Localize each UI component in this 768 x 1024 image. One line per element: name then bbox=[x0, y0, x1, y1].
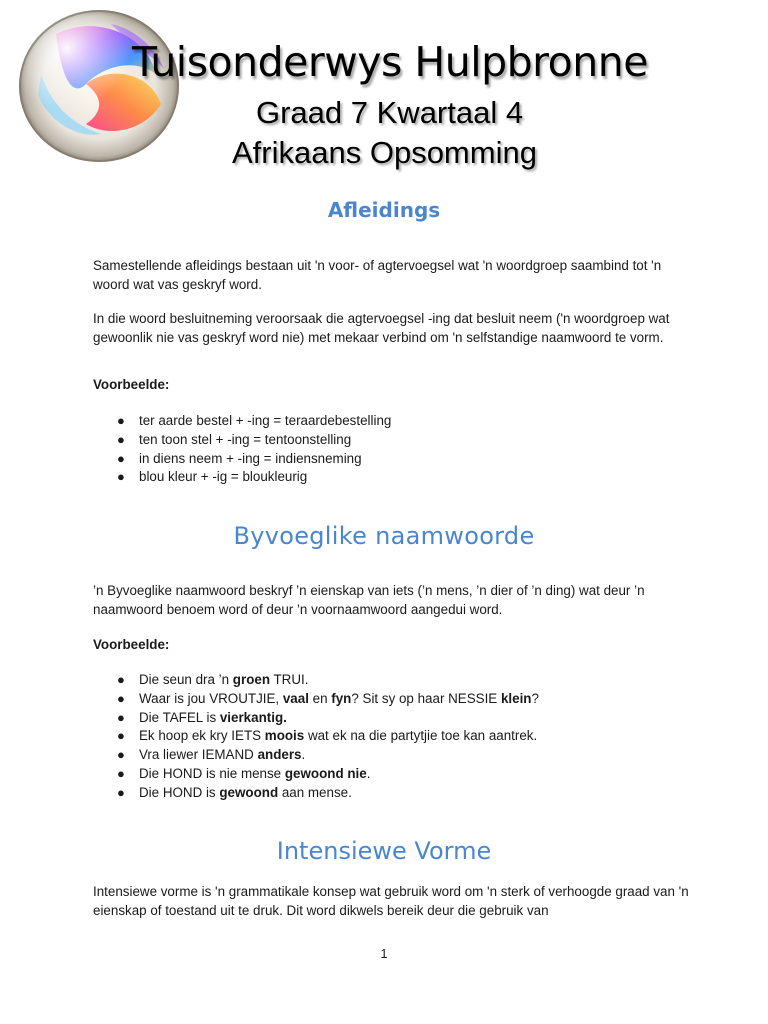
afleidings-paragraph-1: Samestellende afleidings bestaan uit 'n voor- of agtervoegsel wat 'n woordgroep saambind tot 'n woord wat vas geskryf word. bbox=[93, 258, 662, 292]
byvoeglike-examples-list bbox=[93, 671, 693, 803]
byvoeglike-paragraph-1: ’n Byvoeglike naamwoord beskryf ’n eienskap van iets (’n mens, ’n dier of ’n ding) wat deur ’n naamwoord benoem word of deur ’n voornaamwoord aangedui word. bbox=[93, 583, 645, 617]
list-item: ● Die seun dra ’n groen TRUI. bbox=[117, 672, 309, 687]
list-item: ● Ek hoop ek kry IETS moois wat ek na die partytjie toe kan aantrek. bbox=[117, 728, 538, 744]
page-number: 1 bbox=[380, 947, 388, 961]
byvoeglike-examples-label: Voorbeelde: bbox=[93, 637, 170, 652]
list-item: ● Die HOND is nie mense gewoond nie. bbox=[117, 765, 371, 781]
list-item: ● Die HOND is gewoond aan mense. bbox=[117, 784, 352, 800]
intensiewe-paragraph-1: Intensiewe vorme is 'n grammatikale konsep wat gebruik word om 'n sterk of verhoogde graad van 'n eienskap of toestand uit te druk. Dit word dikwels bereik deur die gebruik van bbox=[93, 884, 689, 918]
list-item: ● ter aarde bestel + -ing = teraardebestelling bbox=[117, 413, 392, 428]
grade-subtitle: Graad 7 Kwartaal 4 bbox=[256, 95, 524, 130]
afleidings-paragraph-2: In die woord besluitneming veroorsaak die agtervoegsel -ing dat besluit neem ('n woordgroep wat gewoonlik nie vas geskryf word nie) met mekaar verbind om 'n selfstandige naamwoord te vorm. bbox=[93, 311, 670, 345]
list-item: ● ten toon stel + -ing = tentoonstelling bbox=[117, 431, 352, 447]
heading-byvoeglike-naamwoorde: Byvoeglike naamwoorde bbox=[233, 522, 535, 550]
afleidings-examples-label: Voorbeelde: bbox=[93, 377, 170, 392]
list-item: ● Waar is jou VROUTJIE, vaal en fyn? Sit sy op haar NESSIE klein? bbox=[117, 690, 539, 706]
list-item: ● Die TAFEL is vierkantig. bbox=[117, 709, 287, 725]
list-item: ● Vra liewer IEMAND anders. bbox=[117, 747, 306, 763]
list-item: ● in diens neem + -ing = indiensneming bbox=[117, 450, 362, 466]
page-title: Tuisonderwys Hulpbronne bbox=[132, 38, 648, 86]
list-item: ● blou kleur + -ig = bloukleurig bbox=[117, 469, 308, 485]
heading-afleidings: Afleidings bbox=[327, 198, 441, 222]
afleidings-examples-list bbox=[93, 412, 693, 487]
heading-intensiewe-vorme: Intensiewe Vorme bbox=[276, 837, 492, 865]
subject-subtitle: Afrikaans Opsomming bbox=[232, 135, 537, 170]
